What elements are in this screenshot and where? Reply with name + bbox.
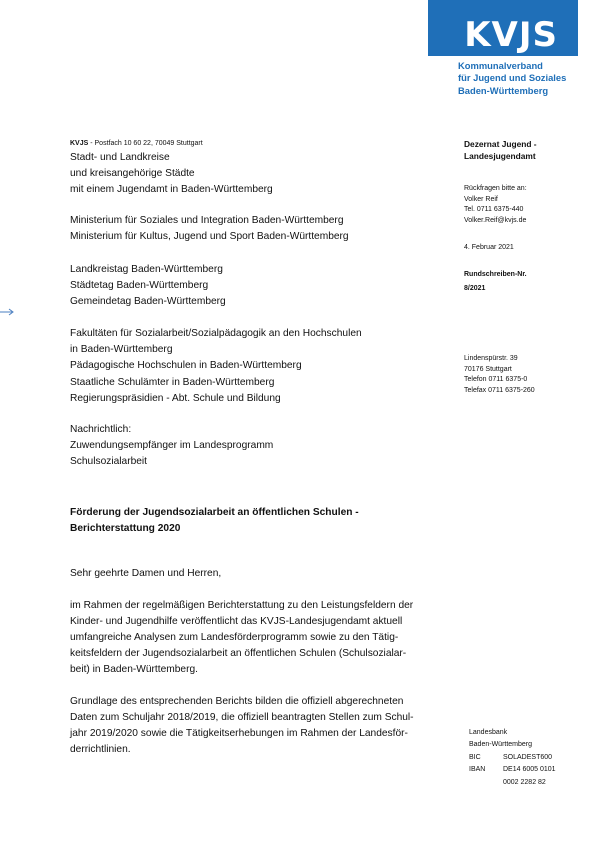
contact-email: Volker.Reif@kvjs.de — [464, 216, 527, 224]
paragraph-line: umfangreiche Analysen zum Landesförderprogramm sowie zu den Tätig- — [70, 632, 399, 643]
recipient-line: Ministerium für Kultus, Jugend und Sport Baden-Württemberg — [70, 231, 349, 243]
bic-value: SOLADEST600 — [503, 753, 553, 761]
recipient-line: Fakultäten für Sozialarbeit/Sozialpädagogik an den Hochschulen — [70, 328, 362, 339]
recipient-line: Stadt- und Landkreise — [70, 152, 170, 163]
bank-name: Landesbank — [469, 729, 508, 736]
paragraph-line: Grundlage des entsprechenden Berichts bilden die offiziell abgerechneten — [70, 696, 404, 707]
contact-label: Rückfragen bitte an: — [464, 185, 527, 192]
address-line: Lindenspürstr. 39 — [464, 355, 518, 362]
recipient-line: Staatliche Schulämter in Baden-Württemberg — [70, 376, 275, 388]
paragraph-line: im Rahmen der regelmäßigen Berichterstattung zu den Leistungsfeldern der — [70, 600, 414, 611]
recipient-line: Pädagogische Hochschulen in Baden-Württemberg — [70, 360, 302, 372]
paragraph-line: beit) in Baden-Württemberg. — [70, 664, 198, 675]
bank-details — [469, 727, 556, 789]
recipient-line: und kreisangehörige Städte — [70, 168, 195, 180]
logo-subtitle-line: für Jugend und Soziales — [458, 72, 567, 84]
circular-label: Rundschreiben-Nr. — [464, 271, 527, 278]
recipient-line: Zuwendungsempfänger im Landesprogramm — [70, 440, 274, 452]
recipient-line: Regierungspräsidien - Abt. Schule und Bildung — [70, 392, 281, 404]
letter-subject: Förderung der Jugendsozialarbeit an öffentlichen Schulen - Berichterstattung 2020 — [70, 507, 359, 534]
body-paragraph-1 — [70, 598, 450, 678]
circular-number: 8/2021 — [464, 285, 486, 292]
iban-row — [469, 764, 556, 776]
recipient-group-education — [70, 326, 362, 407]
recipient-line: Landkreistag Baden-Württemberg — [70, 264, 223, 275]
recipient-line: Städtetag Baden-Württemberg — [70, 280, 209, 292]
recipient-line: Ministerium für Soziales und Integration Baden-Württemberg — [70, 215, 344, 226]
recipient-line: in Baden-Württemberg — [70, 344, 173, 356]
salutation: Sehr geehrte Damen und Herren, — [70, 568, 222, 579]
recipient-group-associations — [70, 262, 226, 311]
letter-date: 4. Februar 2021 — [464, 244, 514, 251]
recipient-group-districts — [70, 150, 273, 199]
recipient-line: mit einem Jugendamt in Baden-Württemberg — [70, 184, 273, 196]
bic-row — [469, 752, 556, 764]
contact-phone: Tel. 0711 6375-440 — [464, 206, 524, 214]
iban-value-cont: 0002 2282 82 — [503, 778, 546, 786]
contact-name: Volker Reif — [464, 195, 498, 203]
sidebar-department — [464, 138, 537, 162]
paragraph-line: jahr 2019/2020 sowie die Tätigkeitserhebungen im Rahmen der Landesför- — [70, 728, 408, 739]
paragraph-line: keitsfeldern der Jugendsozialarbeit an öffentlichen Schulen (Schulsozialar- — [70, 648, 407, 659]
department-line: Landesjugendamt — [464, 151, 536, 161]
sender-org: KVJS — [70, 140, 89, 147]
recipient-line: Gemeindetag Baden-Württemberg — [70, 296, 226, 308]
department-line: Dezernat Jugend - — [464, 139, 537, 149]
kvjs-logo — [428, 0, 578, 56]
iban-row-cont — [469, 777, 556, 789]
recipient-group-cc — [70, 422, 273, 471]
recipient-group-ministries — [70, 213, 349, 245]
iban-label: IBAN — [469, 766, 486, 774]
sidebar-circular — [464, 268, 527, 296]
logo-subtitle-line: Baden-Württemberg — [458, 84, 549, 96]
address-line: 70176 Stuttgart — [464, 365, 512, 373]
bank-name-cont: Baden-Württemberg — [469, 741, 533, 749]
bic-label: BIC — [469, 753, 481, 761]
logo-subtitle-line: Kommunalverband — [458, 60, 543, 71]
recipient-line: Schulsozialarbeit — [70, 456, 148, 468]
address-line: Telefon 0711 6375-0 — [464, 376, 528, 384]
sender-return-address — [70, 139, 203, 148]
paragraph-line: derrichtlinien. — [70, 744, 131, 755]
paragraph-line: Daten zum Schuljahr 2018/2019, die offiziell beantragten Stellen zum Schul- — [70, 712, 414, 723]
sender-postbox: - Postfach 10 60 22, 70049 Stuttgart — [88, 140, 203, 147]
body-paragraph-2 — [70, 694, 450, 758]
paragraph-line: Kinder- und Jugendhilfe veröffentlicht das KVJS-Landesjugendamt aktuell — [70, 616, 403, 627]
recipient-line: Nachrichtlich: — [70, 424, 132, 435]
sidebar-address — [464, 354, 535, 396]
logo-subtitle — [458, 60, 588, 97]
fold-mark-arrow-icon — [0, 306, 16, 318]
iban-value: DE14 6005 0101 — [503, 766, 556, 774]
address-line: Telefax 0711 6375-260 — [464, 386, 535, 394]
logo-wordmark: KVJS — [464, 15, 558, 55]
sidebar-contact — [464, 184, 527, 226]
